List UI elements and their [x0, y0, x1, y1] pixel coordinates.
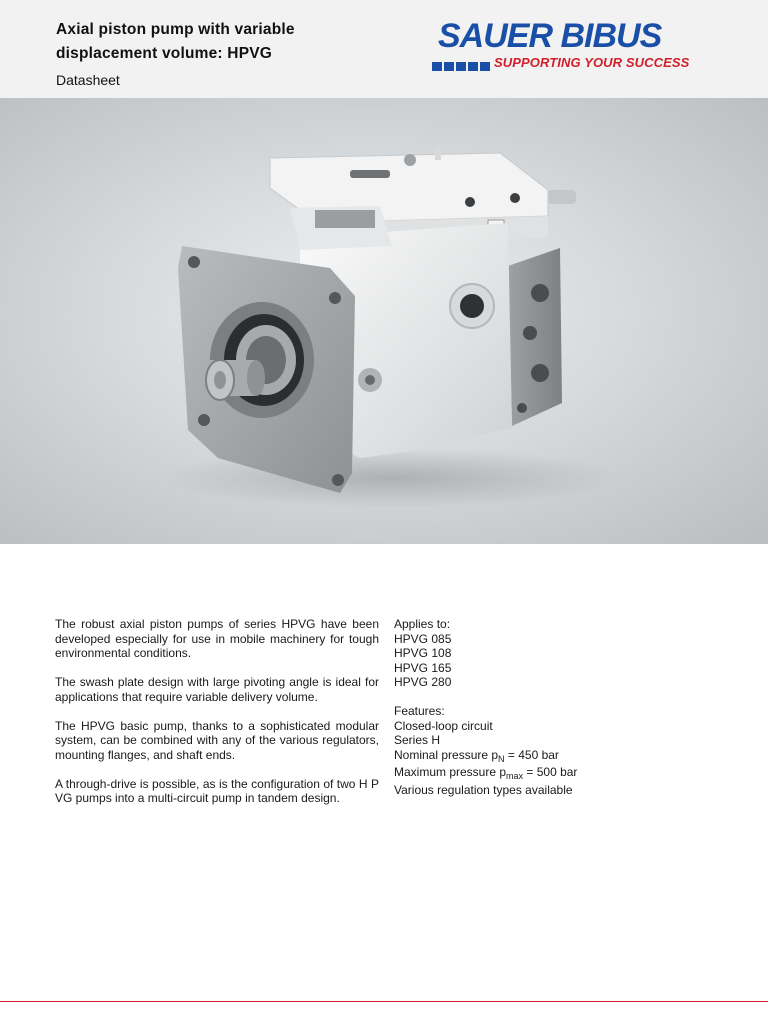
- description-paragraph: The HPVG basic pump, thanks to a sophisticated modular system, can be combined with any of the various regulators, mounting flanges, and shaft ends.: [55, 718, 379, 762]
- feature-item: Closed-loop circuit: [394, 718, 493, 733]
- description-column: [55, 617, 379, 820]
- description-paragraph: The swash plate design with large pivoting angle is ideal for applications that require variable delivery volume.: [55, 675, 379, 704]
- model-item: HPVG 165: [394, 660, 452, 675]
- description-paragraph: A through-drive is possible, as is the configuration of two H P VG pumps into a multi-circuit pump in tandem design.: [55, 776, 379, 805]
- title-line-1: Axial piston pump with variable: [56, 21, 295, 38]
- title-line-2: displacement volume: HPVG: [56, 45, 273, 62]
- logo-tagline: SUPPORTING YOUR SUCCESS: [494, 55, 690, 70]
- company-logo: [432, 16, 722, 74]
- specs-column: [394, 617, 634, 797]
- model-item: HPVG 108: [394, 646, 452, 660]
- feature-max-pressure: Maximum pressure $p_{max} = 500$ bar: [394, 765, 578, 781]
- logo-bars-icon: [432, 58, 492, 68]
- logo-name: SAUER BIBUS: [438, 17, 662, 55]
- feature-nominal-pressure: Nominal pressure $p_N = 450$ bar: [394, 747, 559, 764]
- product-image: [0, 98, 768, 544]
- page-subtitle: Datasheet: [56, 72, 120, 88]
- header-band: [0, 0, 768, 98]
- feature-item: Various regulation types available: [394, 782, 573, 797]
- footer-rule: [0, 1001, 768, 1002]
- page-title: [56, 18, 416, 66]
- applies-heading: Applies to:: [394, 617, 451, 631]
- feature-item: Series H: [394, 733, 441, 747]
- features-heading: Features:: [394, 704, 445, 718]
- description-paragraph: The robust axial piston pumps of series HPVG have been developed especially for use in mobile machinery for tough environmental conditions.: [55, 617, 379, 660]
- hydraulic-pump-illustration-icon: [0, 98, 768, 544]
- model-item: HPVG 085: [394, 631, 452, 646]
- model-item: HPVG 280: [394, 675, 452, 689]
